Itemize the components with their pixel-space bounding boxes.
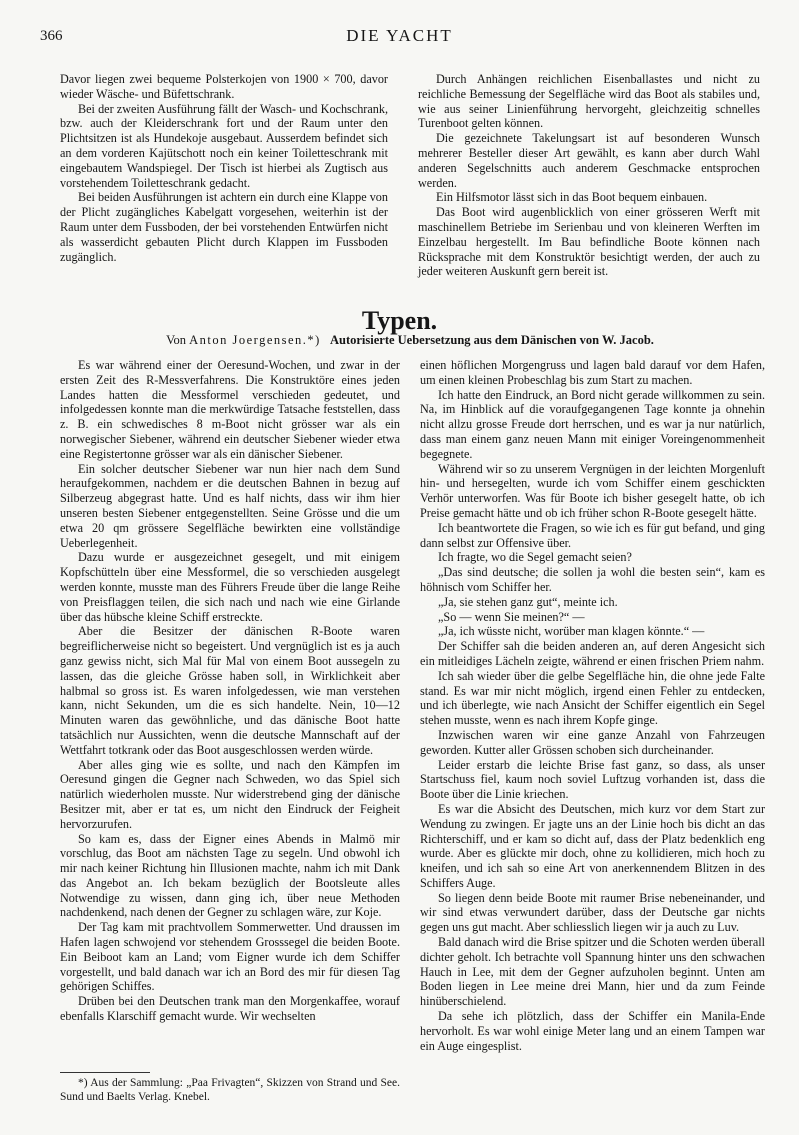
paragraph: Der Tag kam mit prachtvollem Sommerwetter. Und draussen im Hafen lagen schwojend vor stehendem Grosssegel die beiden Boote. Ein Beiboot kam an Land; vom Eigner wurde ich dem Schiffer vorgestellt, und bald danach war ich an Bord des mir für diesen Tag gehörigen Schiffes. xyxy=(60,920,400,994)
paragraph: Der Schiffer sah die beiden anderen an, auf deren Angesicht sich ein mitleidiges Lächeln zeigte, während er einen frischen Priem nahm. xyxy=(420,639,765,668)
paragraph: Ich beantwortete die Fragen, so wie ich es für gut befand, und ging dann selbst zur Offensive über. xyxy=(420,520,765,550)
paragraph: Ein Hilfsmotor lässt sich in das Boot bequem einbauen. xyxy=(436,190,708,205)
paragraph: Da sehe ich plötzlich, dass der Schiffer ein Manila-Ende hervorholt. Es war wohl einige Meter lang und an einem Tampen war ein Auge eingesplist. xyxy=(420,1009,765,1053)
paragraph: Die gezeichnete Takelungsart ist auf besonderen Wunsch mehrerer Besteller dieser Art gewählt, es kann aber durch Wahl anderen Segelschnitts auch anderem Geschmacke entsprochen werden. xyxy=(418,131,760,190)
paragraph: Bei der zweiten Ausführung fällt der Wasch- und Kochschrank, bzw. auch der Kleiderschrank fort und der Raum unter den Plichtsitzen ist als Hundekoje ausgebaut. Ausserdem befindet sich an dem vorderen Kajütschott noch ein keiner Toiletteschrank mit eingebautem Wandspiegel. Der Tisch ist hierbei als Zugtisch aus vorstehendem Toiletteschrank gedacht. xyxy=(60,101,388,190)
paragraph: Das Boot wird augenblicklich von einer grösseren Werft mit maschinellem Betriebe im Serienbau und von kleineren Werften im Einzelbau hergestellt. Im Bau befindliche Boote können nach Rücksprache mit dem Konstruktör besichtigt werden, der auch zu jeder weiteren Auskunft gern bereit ist. xyxy=(418,205,760,279)
running-head: DIE YACHT xyxy=(346,26,453,45)
top-right-column xyxy=(418,72,760,279)
byline xyxy=(60,333,760,348)
footnote-text: *) Aus der Sammlung: „Paa Frivagten“, Skizzen von Strand und See. Sund und Baelts Verlag. Knebel. xyxy=(60,1077,400,1103)
footnote xyxy=(60,1076,400,1104)
paragraph: Leider erstarb die leichte Brise fast ganz, so dass, als unser Startschuss fiel, kaum noch soviel Luftzug vorhanden ist, dass die Boote über die Linie kriechen. xyxy=(420,757,765,802)
paragraph: Während wir so zu unserem Vergnügen in der leichten Morgenluft hin- und hersegelten, wurde ich vom Schiffer einem geschickten Verhör unterworfen. Was für Boote ich bisher gesegelt hatte, ob ich Preise gemacht hätte und ob ich früher schon R-Boote gesegelt hätte. xyxy=(420,461,765,520)
paragraph: „Ja, sie stehen ganz gut“, meinte ich. xyxy=(438,594,618,609)
paragraph: Bald danach wird die Brise spitzer und die Schoten werden überall dichter geholt. Ich betrachte voll Spannung hinter uns den schwachen Hauch in Lee, mit dem der Gegner aufzuholen beginnt. Unten am Boden liegen in Lee meine drei Mann, hier und da zum Feinde hinüberschielend. xyxy=(420,935,765,1009)
paragraph: Aber alles ging wie es sollte, und nach den Kämpfen im Oeresund gingen die Gegner nach Schweden, wo das Spiel sich natürlich wiederholen musste. Nur widerstrebend ging der dänische Besitzer mit, aber er tat es, um nicht den Eindruck der Feigheit hervorzurufen. xyxy=(60,757,400,831)
paragraph: Ich sah wieder über die gelbe Segelfläche hin, die ohne jede Falte stand. Es war mir nicht möglich, irgend einen Fehler zu entdecken, und ich überlegte, wie nach Ansicht der Schiffer eigentlich ein Segel stehen musste, wenn es nach ihrem Kopfe ginge. xyxy=(420,668,765,728)
paragraph: So liegen denn beide Boote mit raumer Brise nebeneinander, und wir sind etwas verwundert darüber, dass der Deutsche gar nichts gegen uns gut macht. Aber schliesslich liegen wir ja auch zu Luv. xyxy=(420,890,765,935)
paragraph: Dazu wurde er ausgezeichnet gesegelt, und mit einigem Kopfschütteln über eine Messformel, die so verschieden ausgelegt werden konnte, musste man des Führers Freude über die lange Reihe von Preisflaggen teilen, die sich nach und nach wie eine Girlande über das hübsche kleine Schiff erstreckte. xyxy=(60,550,400,624)
paragraph: Ich fragte, wo die Segel gemacht seien? xyxy=(438,550,632,565)
translation-note: Autorisierte Uebersetzung aus dem Dänischen von W. Jacob. xyxy=(329,333,654,347)
paragraph: Durch Anhängen reichlichen Eisenballastes und nicht zu reichliche Bemessung der Segelfläche wird das Boot als stabiles und, wie aus seiner Linienführung hervorgeht, gleichzeitig schnelles Turenboot gelten können. xyxy=(418,72,760,131)
top-left-column xyxy=(60,72,388,264)
article-right-column xyxy=(420,358,765,1053)
paragraph: Drüben bei den Deutschen trank man den Morgenkaffee, worauf ebenfalls Klarschiff gemacht wurde. Wir wechselten xyxy=(60,994,400,1024)
paragraph: Davor liegen zwei bequeme Polsterkojen von 1900 × 700, davor wieder Wäsche- und Büfettschrank. xyxy=(60,72,388,101)
paragraph: „Das sind deutsche; die sollen ja wohl die besten sein“, kam es höhnisch vom Schiffer her. xyxy=(420,565,765,594)
author-name: Anton Joergensen.*) xyxy=(189,333,321,347)
paragraph: Ich hatte den Eindruck, an Bord nicht gerade willkommen zu sein. Na, im Hinblick auf die voraufgegangenen Tage konnte ja ohnehin nicht allzu grosse Freude dort herrschen, und es war ja nur natürlich, dass man einem ganz neuen Mann mit einiger Voreingenommenheit begegnete. xyxy=(420,387,765,461)
paragraph: einen höflichen Morgengruss und lagen bald darauf vor dem Hafen, um einen kleinen Probeschlag bis zum Start zu machen. xyxy=(420,358,765,387)
paragraph: So kam es, dass der Eigner eines Abends in Malmö mir vorschlug, das Boot am nächsten Tage zu segeln. Und obwohl ich mir nach keiner Richtung hin Illusionen machte, nahm ich mit Dank das Angebot an. Ich bekam bezüglich der Bootsleute alles Notwendige zu wissen, dann ging ich, über neue Methoden nachdenkend, nach denen der Gegner zu schlagen wäre, zur Koje. xyxy=(60,831,400,920)
paragraph: Inzwischen waren wir eine ganze Anzahl von Fahrzeugen geworden. Kutter aller Grössen schoben sich durcheinander. xyxy=(420,727,765,757)
article-title: Typen. xyxy=(361,306,438,335)
article-left-column xyxy=(60,358,400,1024)
paragraph: „So — wenn Sie meinen?“ — xyxy=(438,609,585,624)
page-number: 366 xyxy=(40,28,63,44)
paragraph: Es war die Absicht des Deutschen, mich kurz vor dem Start zur Wendung zu zwingen. Er jagte uns an der Linie hoch bis dicht an das Richterschiff, und er kam so dicht auf, dass der Platz bedenklich eng wurde. Aber es glückte mir doch, ohne zu kollidieren, mich hoch zu kneifen, und ich sah so eine Art von anerkennendem Blitzen in des Schiffers Auge. xyxy=(420,801,765,890)
paragraph: Aber die Besitzer der dänischen R-Boote waren begreiflicherweise nicht so begeistert. Und vergnüglich ist es ja auch ganz gewiss nicht, sich Mal für Mal von einem Boot aussegeln zu lassen, das die gleiche Grösse haben soll, in Wirklichkeit aber halbmal so gross ist. Es waren infolgedessen, wie man verstehen kann, nicht Sekunden, um die es sich handelte. Nein, 10—12 Minuten waren das gewöhnliche, und das dänische Boot hatte tatsächlich nur Aussichten, wenn die deutsche Mannschaft auf der Wettfahrt totkrank oder das Boot ausgeschlossen werden würde. xyxy=(60,624,400,757)
paragraph: Ein solcher deutscher Siebener war nun hier nach dem Sund heraufgekommen, nachdem er die deutschen Bahnen in bezug auf Silberzeug abgegrast hatte. Und es half nichts, dass wir ihm hier unseren besten Siebener entgegenstellten. Seine Grösse und die um etwa 20 qm grössere Segelfläche bewirkten eine vollständige Ueberlegenheit. xyxy=(60,461,400,550)
footnote-rule xyxy=(60,1072,150,1073)
paragraph: „Ja, ich wüsste nicht, worüber man klagen könnte.“ — xyxy=(438,624,705,639)
byline-prefix: Von xyxy=(166,333,186,347)
paragraph: Es war während einer der Oeresund-Wochen, und zwar in der ersten Zeit des R-Messverfahrens. Die Konstruktöre eines jeden Landes hatten die Messformel verschieden gedeutet, und infolgedessen konnte man die merkwürdige Tatsache feststellen, dass z. B. ein schwedisches 8 m-Boot nicht grösser war als ein norwegischer Siebener, während ein deutscher Siebener wieder etwa eine Registertonne grösser war als ein dänischer Siebener. xyxy=(60,358,400,461)
paragraph: Bei beiden Ausführungen ist achtern ein durch eine Klappe von der Plicht zugängliches Kabelgatt vorgesehen, weiterhin ist der Raum unter dem Fussboden, der bei vorstehenden Entwürfen nicht als wasserdicht gebauten Plicht durch Klappen im Fussboden zugänglich. xyxy=(60,190,388,264)
